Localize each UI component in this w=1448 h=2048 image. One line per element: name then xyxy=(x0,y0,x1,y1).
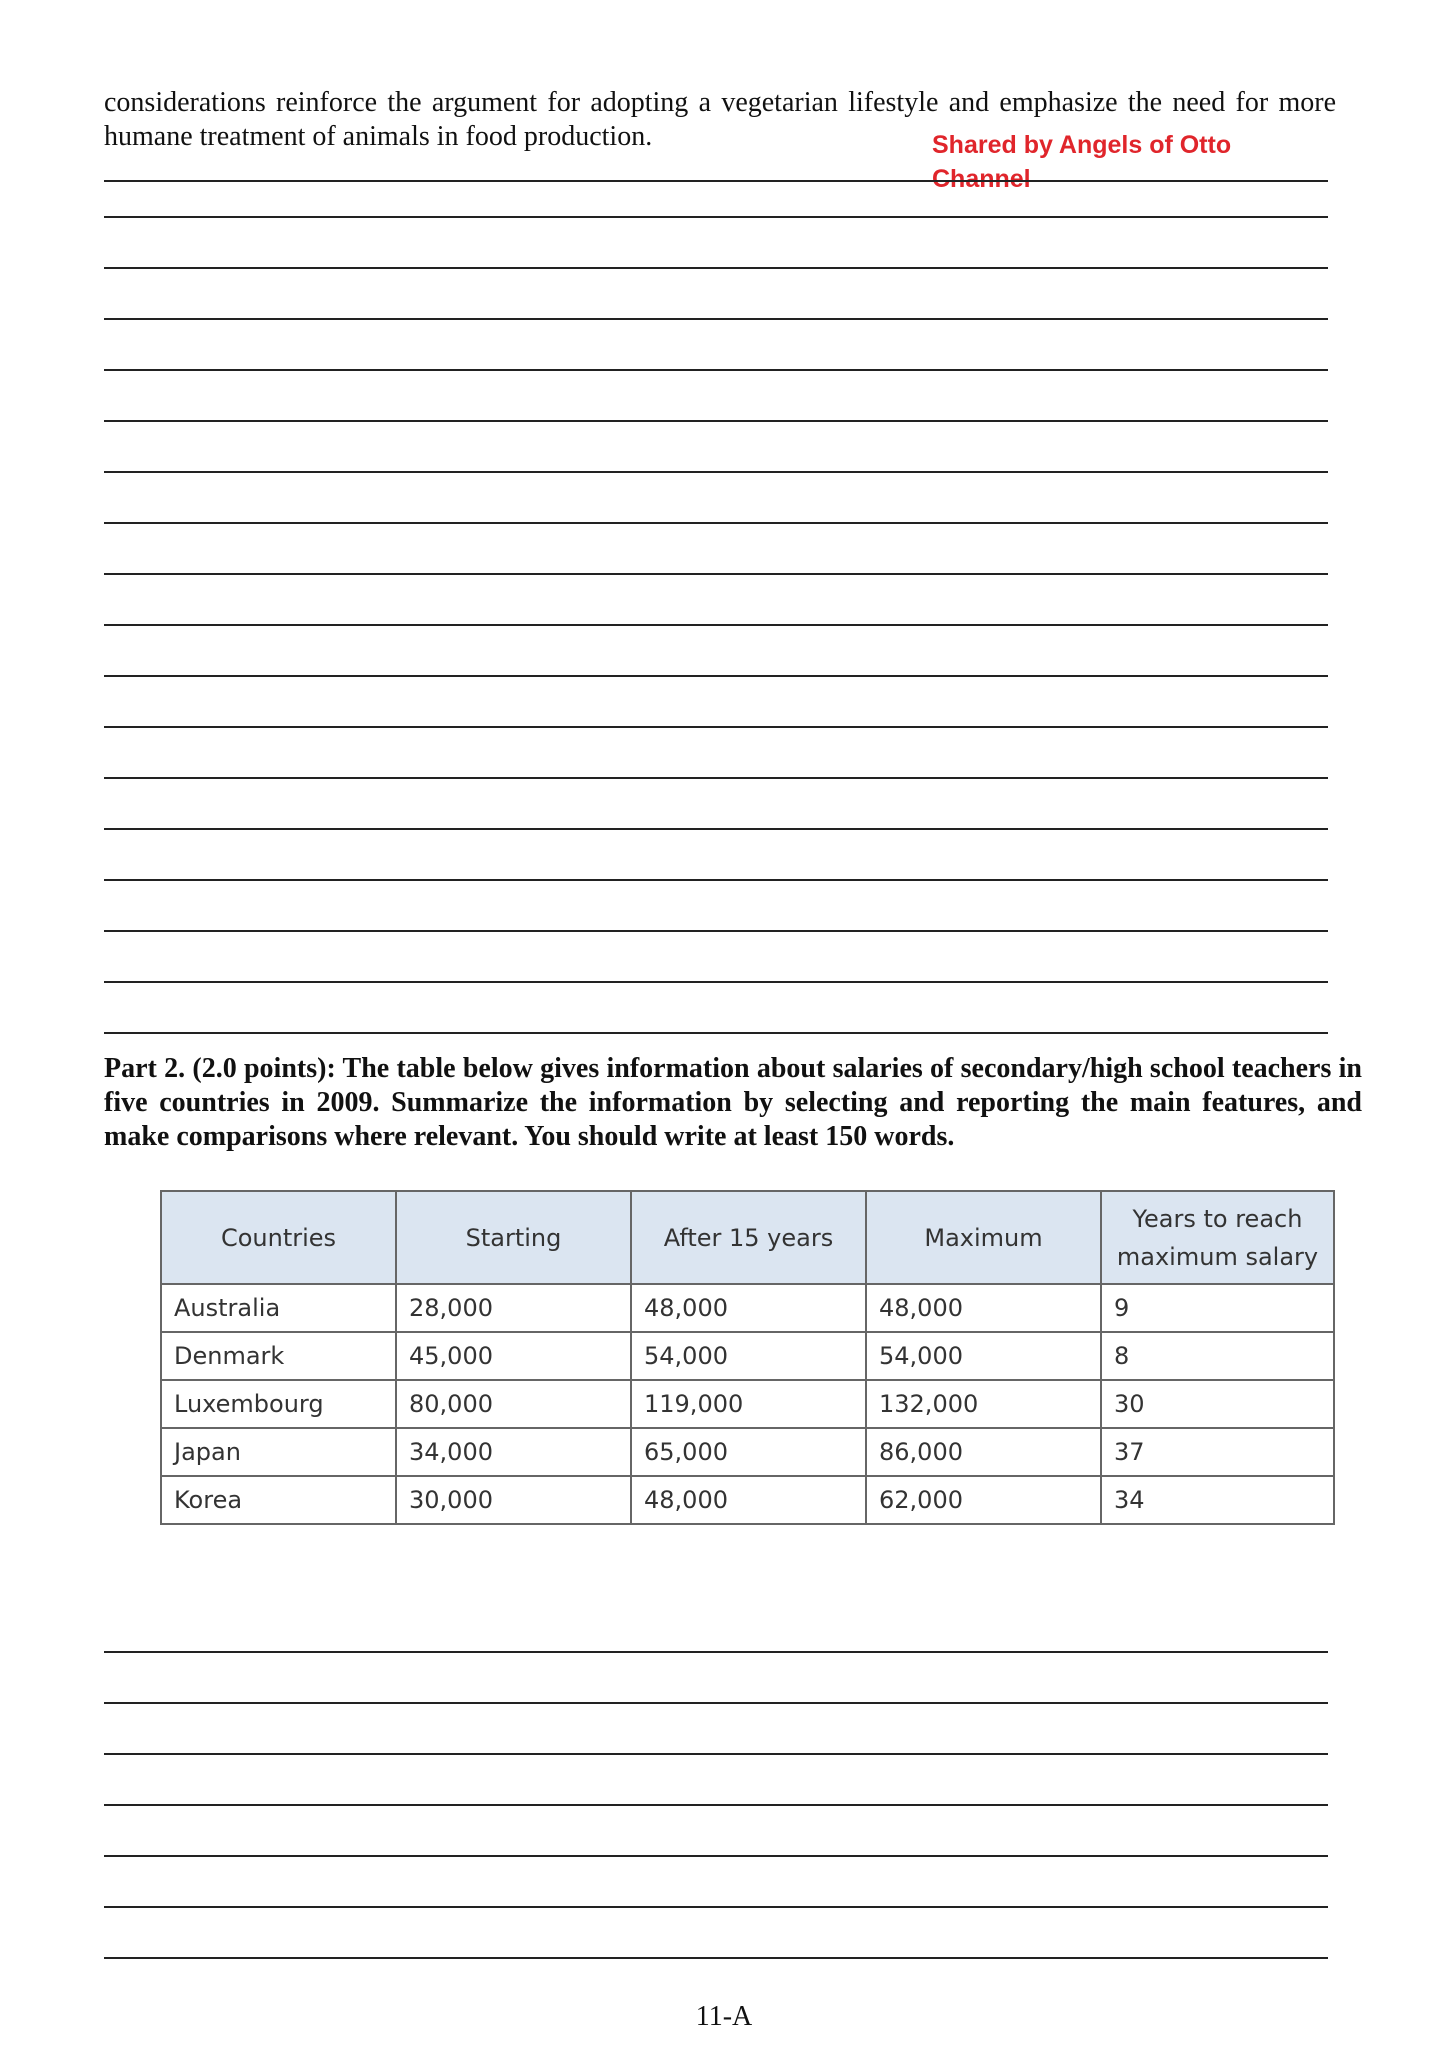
table-cell: 62,000 xyxy=(866,1476,1101,1524)
writing-line xyxy=(104,1804,1328,1806)
writing-line xyxy=(104,1702,1328,1704)
writing-line xyxy=(104,369,1328,371)
table-cell: Luxembourg xyxy=(161,1380,396,1428)
header-after-15-years: After 15 years xyxy=(631,1191,866,1284)
table-cell: Australia xyxy=(161,1284,396,1332)
table-cell: 45,000 xyxy=(396,1332,631,1380)
writing-line xyxy=(104,318,1328,320)
table-cell: 65,000 xyxy=(631,1428,866,1476)
table-row xyxy=(161,1380,1334,1428)
table-cell: 48,000 xyxy=(631,1476,866,1524)
table-cell: 119,000 xyxy=(631,1380,866,1428)
table-row xyxy=(161,1284,1334,1332)
table-cell: 37 xyxy=(1101,1428,1334,1476)
table-cell: 48,000 xyxy=(866,1284,1101,1332)
writing-line xyxy=(104,624,1328,626)
header-years-to-max: Years to reach maximum salary xyxy=(1101,1191,1334,1284)
writing-line xyxy=(104,216,1328,218)
table-cell: 34,000 xyxy=(396,1428,631,1476)
writing-line xyxy=(104,930,1328,932)
table-cell: Korea xyxy=(161,1476,396,1524)
writing-line xyxy=(104,1957,1328,1959)
header-starting: Starting xyxy=(396,1191,631,1284)
writing-line xyxy=(104,573,1328,575)
header-countries: Countries xyxy=(161,1191,396,1284)
table-cell: 86,000 xyxy=(866,1428,1101,1476)
table-row xyxy=(161,1476,1334,1524)
writing-line xyxy=(104,828,1328,830)
writing-line xyxy=(104,1753,1328,1755)
salary-table xyxy=(160,1190,1335,1525)
table-cell: 9 xyxy=(1101,1284,1334,1332)
table-cell: Denmark xyxy=(161,1332,396,1380)
writing-line xyxy=(104,1032,1328,1034)
writing-line xyxy=(104,675,1328,677)
writing-line xyxy=(104,726,1328,728)
writing-line xyxy=(104,777,1328,779)
salary-table-wrapper xyxy=(160,1190,1335,1525)
writing-line xyxy=(104,522,1328,524)
writing-line xyxy=(104,1906,1328,1908)
watermark-text: Shared by Angels of Otto Channel xyxy=(932,131,1232,193)
writing-line xyxy=(104,981,1328,983)
table-cell: 30 xyxy=(1101,1380,1334,1428)
table-cell: 8 xyxy=(1101,1332,1334,1380)
writing-line xyxy=(104,1855,1328,1857)
page-number: 11-A xyxy=(695,2001,753,2032)
header-maximum: Maximum xyxy=(866,1191,1101,1284)
table-cell: Japan xyxy=(161,1428,396,1476)
part2-prompt: Part 2. (2.0 points): The table below gives information about salaries of secondary/high school teachers in five countries in 2009. Summarize the information by selecting and reporting the main features, and make comparisons where relevant. You should write at least 150 words. xyxy=(104,1053,1362,1152)
intro-text: considerations reinforce the argument for adopting a vegetarian lifestyle and emphasize the need for more humane treatment of animals in food production. xyxy=(104,87,1336,152)
table-cell: 48,000 xyxy=(631,1284,866,1332)
table-row xyxy=(161,1332,1334,1380)
table-cell: 80,000 xyxy=(396,1380,631,1428)
writing-line xyxy=(104,879,1328,881)
writing-line xyxy=(104,420,1328,422)
table-cell: 28,000 xyxy=(396,1284,631,1332)
table-cell: 30,000 xyxy=(396,1476,631,1524)
table-header-row xyxy=(161,1191,1334,1284)
writing-line xyxy=(104,471,1328,473)
table-row xyxy=(161,1428,1334,1476)
table-cell: 54,000 xyxy=(866,1332,1101,1380)
table-cell: 34 xyxy=(1101,1476,1334,1524)
table-cell: 132,000 xyxy=(866,1380,1101,1428)
table-cell: 54,000 xyxy=(631,1332,866,1380)
writing-line xyxy=(104,1651,1328,1653)
writing-line xyxy=(104,180,1328,182)
writing-line xyxy=(104,267,1328,269)
